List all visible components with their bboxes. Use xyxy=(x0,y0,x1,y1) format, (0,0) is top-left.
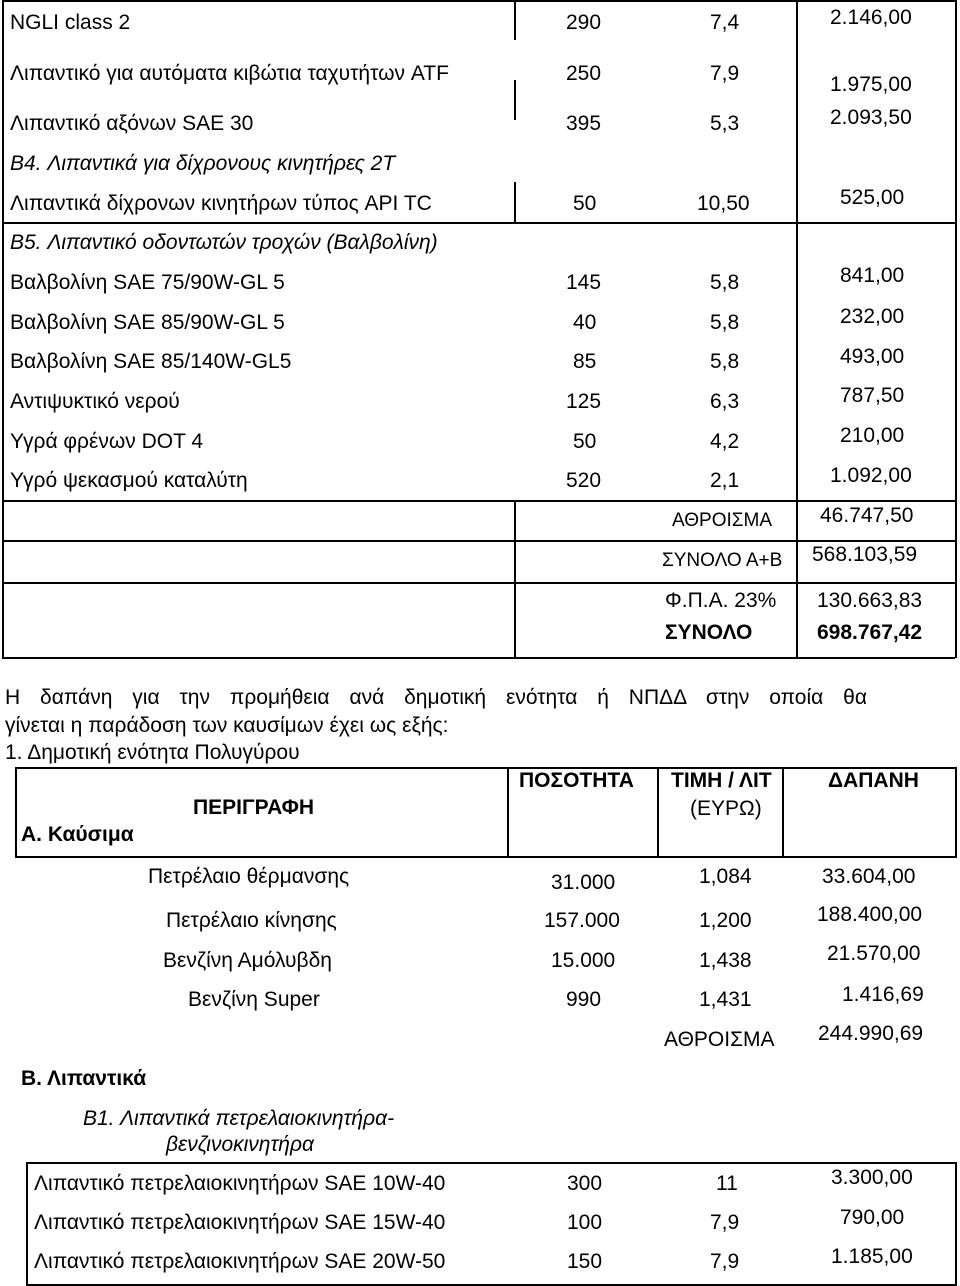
table1-row-desc: Λιπαντικό για αυτόματα κιβώτια ταχυτήτων ATF xyxy=(10,62,449,85)
table1-row-cost: 1.092,00 xyxy=(830,464,912,487)
column-header-price: ΤΙΜΗ / ΛΙΤ xyxy=(671,769,772,792)
table1-row-cost: 232,00 xyxy=(840,305,905,328)
table1-row-cost: 787,50 xyxy=(840,384,905,407)
lubricant-row-desc: Λιπαντικό πετρελαιοκινητήρων SAE 20W-50 xyxy=(34,1250,446,1273)
lubricant-row-qty: 150 xyxy=(567,1250,603,1273)
table1-row-desc: NGLI class 2 xyxy=(10,11,131,34)
fuel-row-desc: Πετρέλαιο κίνησης xyxy=(166,909,337,932)
table1-row-qty: 395 xyxy=(566,112,602,135)
table1-row-desc: Λιπαντικά δίχρονων κινητήρων τύπος API TC xyxy=(10,192,432,215)
fuel-row-price: 1,438 xyxy=(699,949,752,972)
lubricant-row-qty: 100 xyxy=(567,1211,603,1234)
table1-sum-value: 46.747,50 xyxy=(820,504,914,527)
table1-row-desc: Αντιψυκτικό νερού xyxy=(10,390,180,413)
table1-row-price: 2,1 xyxy=(710,469,740,492)
table1-row-cost: 841,00 xyxy=(840,264,905,287)
column-header-description: ΠΕΡΙΓΡΑΦΗ xyxy=(193,796,315,819)
fuel-row-cost: 21.570,00 xyxy=(827,942,921,965)
table1-row-price: 6,3 xyxy=(710,390,740,413)
table1-row-price: 5,8 xyxy=(710,311,740,334)
table1-row-qty: 125 xyxy=(566,390,602,413)
section-fuels-label: Α. Καύσιμα xyxy=(21,823,134,846)
table1-total-ab-value: 568.103,59 xyxy=(812,543,918,566)
table1-row-price: 5,3 xyxy=(710,112,740,135)
table1-row-desc: Υγρά φρένων DOT 4 xyxy=(10,430,204,453)
table1-row-qty: 50 xyxy=(573,430,597,453)
fuels-sum-value: 244.990,69 xyxy=(818,1022,924,1045)
table1-grand-label: ΣΥΝΟΛΟ xyxy=(665,621,753,644)
fuel-row-qty: 990 xyxy=(566,988,602,1011)
table1-row-desc: Βαλβολίνη SAE 85/140W-GL5 xyxy=(10,350,292,373)
table1-row-qty: 250 xyxy=(566,62,602,85)
fuel-row-desc: Βενζίνη Αμόλυβδη xyxy=(163,949,332,972)
column-header-cost: ΔΑΠΑΝΗ xyxy=(828,769,919,792)
table1-row-price: 5,8 xyxy=(710,271,740,294)
fuel-row-price: 1,200 xyxy=(699,909,752,932)
table1-row-price: 7,4 xyxy=(710,11,740,34)
table1-row-qty: 520 xyxy=(566,469,602,492)
table1-row-qty: 50 xyxy=(573,192,597,215)
table1-section-heading: B4. Λιπαντικά για δίχρονους κινητήρες 2T xyxy=(10,152,396,175)
subsection-b1-title-cont: βενζινοκινητήρα xyxy=(166,1133,314,1156)
lubricant-row-qty: 300 xyxy=(567,1172,603,1195)
table1-section-heading: B5. Λιπαντικό οδοντωτών τροχών (Βαλβολίνη) xyxy=(10,231,438,254)
paragraph-line: Η δαπάνη για την προμήθεια ανά δημοτική ενότητα ή ΝΠΔΔ στην οποία θα xyxy=(5,686,867,709)
fuel-row-cost: 188.400,00 xyxy=(817,903,923,926)
fuel-row-qty: 15.000 xyxy=(551,949,616,972)
fuels-sum-label: ΑΘΡΟΙΣΜΑ xyxy=(664,1028,775,1051)
table1-row-qty: 85 xyxy=(573,350,597,373)
table1-grand-value: 698.767,42 xyxy=(817,621,923,644)
fuel-row-qty: 157.000 xyxy=(544,909,620,932)
table1-row-price: 10,50 xyxy=(697,192,750,215)
section-lubricants-label: Β. Λιπαντικά xyxy=(21,1067,147,1090)
fuel-row-desc: Βενζίνη Super xyxy=(188,988,320,1011)
table1-row-price: 7,9 xyxy=(710,62,740,85)
table1-row-cost: 2.146,00 xyxy=(830,6,912,29)
table1-sum-label: ΑΘΡΟΙΣΜΑ xyxy=(672,510,773,531)
table1-row-cost: 525,00 xyxy=(840,186,905,209)
fuel-row-price: 1,431 xyxy=(699,988,752,1011)
table1-row-desc: Υγρό ψεκασμού καταλύτη xyxy=(10,469,248,492)
table1-row-cost: 2.093,50 xyxy=(830,106,912,129)
lubricant-row-price: 11 xyxy=(716,1172,738,1195)
lubricant-row-cost: 790,00 xyxy=(840,1206,905,1229)
table1-row-cost: 493,00 xyxy=(840,345,905,368)
lubricant-row-cost: 3.300,00 xyxy=(831,1166,913,1189)
subsection-b1-title: Β1. Λιπαντικά πετρελαιοκινητήρα- xyxy=(83,1107,395,1130)
table1-vat-value: 130.663,83 xyxy=(817,589,923,612)
lubricant-row-price: 7,9 xyxy=(710,1211,740,1234)
table1-row-cost: 1.975,00 xyxy=(830,73,912,96)
fuel-row-price: 1,084 xyxy=(699,865,752,888)
lubricant-row-price: 7,9 xyxy=(710,1250,740,1273)
fuel-row-cost: 33.604,00 xyxy=(822,865,916,888)
column-header-price-unit: (ΕΥΡΩ) xyxy=(690,797,762,820)
table1-row-qty: 40 xyxy=(573,311,597,334)
table1-row-cost: 210,00 xyxy=(840,424,905,447)
table1-row-qty: 145 xyxy=(566,271,602,294)
fuel-row-qty: 31.000 xyxy=(551,871,616,894)
table1-row-desc: Λιπαντικό αξόνων SAE 30 xyxy=(10,112,254,135)
table1-row-desc: Βαλβολίνη SAE 75/90W-GL 5 xyxy=(10,271,285,294)
table1-total-ab-label: ΣΥΝΟΛΟ Α+Β xyxy=(662,550,783,571)
lubricant-row-desc: Λιπαντικό πετρελαιοκινητήρων SAE 15W-40 xyxy=(34,1211,446,1234)
lubricant-row-desc: Λιπαντικό πετρελαιοκινητήρων SAE 10W-40 xyxy=(34,1172,446,1195)
table1-row-price: 4,2 xyxy=(710,430,740,453)
table1-row-qty: 290 xyxy=(566,11,602,34)
table1-vat-label: Φ.Π.Α. 23% xyxy=(665,589,777,612)
lubricant-row-cost: 1.185,00 xyxy=(831,1245,913,1268)
paragraph-line: γίνεται η παράδοση των καυσίμων έχει ως εξής: xyxy=(5,714,449,737)
fuel-row-desc: Πετρέλαιο θέρμανσης xyxy=(148,865,350,888)
table1-row-price: 5,8 xyxy=(710,350,740,373)
column-header-quantity: ΠΟΣΟΤΗΤΑ xyxy=(519,769,634,792)
municipal-unit-heading: 1. Δημοτική ενότητα Πολυγύρου xyxy=(5,741,300,764)
fuel-row-cost: 1.416,69 xyxy=(842,983,924,1006)
table1-row-desc: Βαλβολίνη SAE 85/90W-GL 5 xyxy=(10,311,285,334)
